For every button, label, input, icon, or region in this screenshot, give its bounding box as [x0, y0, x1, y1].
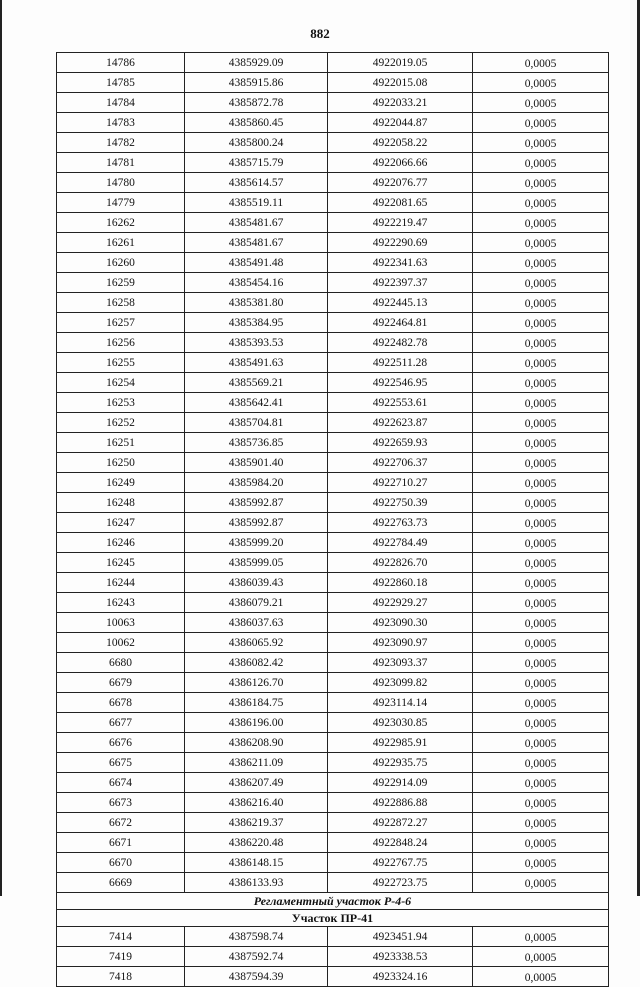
area-cell: 0,0005: [473, 473, 609, 493]
area-cell: 0,0005: [473, 753, 609, 773]
table-row: [57, 373, 609, 393]
y-coordinate-cell: 4922784.49: [328, 533, 473, 553]
x-coordinate-cell: 4385929.09: [185, 53, 328, 73]
x-coordinate-cell: 4385642.41: [185, 393, 328, 413]
y-coordinate-cell: 4922872.27: [328, 813, 473, 833]
x-coordinate-cell: 4386207.49: [185, 773, 328, 793]
area-cell: 0,0005: [473, 533, 609, 553]
table-row: [57, 873, 609, 893]
x-coordinate-cell: 4386196.00: [185, 713, 328, 733]
table-row: [57, 813, 609, 833]
point-number-cell: 14785: [57, 73, 185, 93]
y-coordinate-cell: 4922985.91: [328, 733, 473, 753]
area-cell: 0,0005: [473, 133, 609, 153]
x-coordinate-cell: 4385800.24: [185, 133, 328, 153]
table-row: [57, 927, 609, 947]
x-coordinate-cell: 4386065.92: [185, 633, 328, 653]
point-number-cell: 6672: [57, 813, 185, 833]
y-coordinate-cell: 4922710.27: [328, 473, 473, 493]
area-cell: 0,0005: [473, 153, 609, 173]
table-row: [57, 333, 609, 353]
x-coordinate-cell: 4385992.87: [185, 513, 328, 533]
area-cell: 0,0005: [473, 353, 609, 373]
table-row: [57, 513, 609, 533]
x-coordinate-cell: 4387598.74: [185, 927, 328, 947]
section-header-group: [57, 893, 609, 927]
table-row: [57, 253, 609, 273]
section-title: Регламентный участок Р-4-6: [57, 893, 609, 910]
point-number-cell: 16257: [57, 313, 185, 333]
y-coordinate-cell: 4922860.18: [328, 573, 473, 593]
point-number-cell: 16253: [57, 393, 185, 413]
point-number-cell: 16262: [57, 213, 185, 233]
y-coordinate-cell: 4922511.28: [328, 353, 473, 373]
y-coordinate-cell: 4922750.39: [328, 493, 473, 513]
table-row: [57, 433, 609, 453]
point-number-cell: 16243: [57, 593, 185, 613]
subsection-row: [57, 910, 609, 927]
point-number-cell: 16250: [57, 453, 185, 473]
x-coordinate-cell: 4385915.86: [185, 73, 328, 93]
x-coordinate-cell: 4385736.85: [185, 433, 328, 453]
x-coordinate-cell: 4385384.95: [185, 313, 328, 333]
table-row: [57, 553, 609, 573]
point-number-cell: 16251: [57, 433, 185, 453]
y-coordinate-cell: 4922706.37: [328, 453, 473, 473]
x-coordinate-cell: 4385999.20: [185, 533, 328, 553]
point-number-cell: 16252: [57, 413, 185, 433]
y-coordinate-cell: 4923099.82: [328, 673, 473, 693]
subsection-title: Участок ПР-41: [57, 910, 609, 927]
area-cell: 0,0005: [473, 947, 609, 967]
point-number-cell: 16259: [57, 273, 185, 293]
table-row: [57, 193, 609, 213]
x-coordinate-cell: 4386126.70: [185, 673, 328, 693]
table-row: [57, 773, 609, 793]
point-number-cell: 7419: [57, 947, 185, 967]
table-row: [57, 613, 609, 633]
y-coordinate-cell: 4923093.37: [328, 653, 473, 673]
table-row: [57, 713, 609, 733]
y-coordinate-cell: 4922623.87: [328, 413, 473, 433]
point-number-cell: 6669: [57, 873, 185, 893]
area-cell: 0,0005: [473, 93, 609, 113]
area-cell: 0,0005: [473, 53, 609, 73]
table-row: [57, 293, 609, 313]
table-row: [57, 853, 609, 873]
point-number-cell: 16254: [57, 373, 185, 393]
area-cell: 0,0005: [473, 73, 609, 93]
y-coordinate-cell: 4922886.88: [328, 793, 473, 813]
y-coordinate-cell: 4922826.70: [328, 553, 473, 573]
point-number-cell: 14780: [57, 173, 185, 193]
point-number-cell: 16249: [57, 473, 185, 493]
table-row: [57, 573, 609, 593]
coordinates-table: [56, 52, 609, 987]
table-row: [57, 947, 609, 967]
y-coordinate-cell: 4922290.69: [328, 233, 473, 253]
table-row: [57, 53, 609, 73]
point-number-cell: 16255: [57, 353, 185, 373]
y-coordinate-cell: 4922659.93: [328, 433, 473, 453]
area-cell: 0,0005: [473, 653, 609, 673]
area-cell: 0,0005: [473, 373, 609, 393]
area-cell: 0,0005: [473, 273, 609, 293]
table-row: [57, 153, 609, 173]
area-cell: 0,0005: [473, 833, 609, 853]
point-number-cell: 16261: [57, 233, 185, 253]
area-cell: 0,0005: [473, 853, 609, 873]
point-number-cell: 6680: [57, 653, 185, 673]
x-coordinate-cell: 4385393.53: [185, 333, 328, 353]
y-coordinate-cell: 4922929.27: [328, 593, 473, 613]
x-coordinate-cell: 4385569.21: [185, 373, 328, 393]
y-coordinate-cell: 4922033.21: [328, 93, 473, 113]
point-number-cell: 16244: [57, 573, 185, 593]
y-coordinate-cell: 4922935.75: [328, 753, 473, 773]
y-coordinate-cell: 4922914.09: [328, 773, 473, 793]
point-number-cell: 6674: [57, 773, 185, 793]
table-row: [57, 653, 609, 673]
table-row: [57, 593, 609, 613]
area-cell: 0,0005: [473, 173, 609, 193]
y-coordinate-cell: 4922546.95: [328, 373, 473, 393]
x-coordinate-cell: 4386037.63: [185, 613, 328, 633]
area-cell: 0,0005: [473, 673, 609, 693]
table-row: [57, 213, 609, 233]
x-coordinate-cell: 4386133.93: [185, 873, 328, 893]
point-number-cell: 10063: [57, 613, 185, 633]
y-coordinate-cell: 4922445.13: [328, 293, 473, 313]
x-coordinate-cell: 4385704.81: [185, 413, 328, 433]
x-coordinate-cell: 4385481.67: [185, 213, 328, 233]
y-coordinate-cell: 4922066.66: [328, 153, 473, 173]
area-cell: 0,0005: [473, 293, 609, 313]
area-cell: 0,0005: [473, 313, 609, 333]
table-row: [57, 173, 609, 193]
area-cell: 0,0005: [473, 233, 609, 253]
x-coordinate-cell: 4385860.45: [185, 113, 328, 133]
y-coordinate-cell: 4923030.85: [328, 713, 473, 733]
area-cell: 0,0005: [473, 773, 609, 793]
x-coordinate-cell: 4386211.09: [185, 753, 328, 773]
area-cell: 0,0005: [473, 333, 609, 353]
area-cell: 0,0005: [473, 213, 609, 233]
table-row: [57, 967, 609, 987]
y-coordinate-cell: 4923324.16: [328, 967, 473, 987]
y-coordinate-cell: 4922848.24: [328, 833, 473, 853]
area-cell: 0,0005: [473, 613, 609, 633]
section-row: [57, 893, 609, 910]
area-cell: 0,0005: [473, 967, 609, 987]
table-row: [57, 473, 609, 493]
table-row: [57, 493, 609, 513]
table-row: [57, 93, 609, 113]
x-coordinate-cell: 4385491.48: [185, 253, 328, 273]
area-cell: 0,0005: [473, 793, 609, 813]
area-cell: 0,0005: [473, 453, 609, 473]
point-number-cell: 16247: [57, 513, 185, 533]
table-row: [57, 733, 609, 753]
area-cell: 0,0005: [473, 733, 609, 753]
point-number-cell: 14782: [57, 133, 185, 153]
table-row: [57, 113, 609, 133]
table-row: [57, 633, 609, 653]
area-cell: 0,0005: [473, 813, 609, 833]
area-cell: 0,0005: [473, 253, 609, 273]
x-coordinate-cell: 4385491.63: [185, 353, 328, 373]
point-number-cell: 16258: [57, 293, 185, 313]
y-coordinate-cell: 4922058.22: [328, 133, 473, 153]
scan-edge-left: [0, 0, 2, 896]
point-number-cell: 6671: [57, 833, 185, 853]
point-number-cell: 10062: [57, 633, 185, 653]
area-cell: 0,0005: [473, 693, 609, 713]
y-coordinate-cell: 4922767.75: [328, 853, 473, 873]
point-number-cell: 6678: [57, 693, 185, 713]
y-coordinate-cell: 4922723.75: [328, 873, 473, 893]
x-coordinate-cell: 4386039.43: [185, 573, 328, 593]
point-number-cell: 6677: [57, 713, 185, 733]
y-coordinate-cell: 4923451.94: [328, 927, 473, 947]
table-row: [57, 353, 609, 373]
area-cell: 0,0005: [473, 633, 609, 653]
point-number-cell: 14786: [57, 53, 185, 73]
point-number-cell: 7418: [57, 967, 185, 987]
point-number-cell: 14781: [57, 153, 185, 173]
x-coordinate-cell: 4385454.16: [185, 273, 328, 293]
y-coordinate-cell: 4922397.37: [328, 273, 473, 293]
area-cell: 0,0005: [473, 513, 609, 533]
area-cell: 0,0005: [473, 573, 609, 593]
point-number-cell: 6679: [57, 673, 185, 693]
x-coordinate-cell: 4386216.40: [185, 793, 328, 813]
y-coordinate-cell: 4922019.05: [328, 53, 473, 73]
x-coordinate-cell: 4385519.11: [185, 193, 328, 213]
point-number-cell: 14784: [57, 93, 185, 113]
table-row: [57, 793, 609, 813]
y-coordinate-cell: 4923090.30: [328, 613, 473, 633]
point-number-cell: 6675: [57, 753, 185, 773]
table-row: [57, 73, 609, 93]
point-number-cell: 14783: [57, 113, 185, 133]
table-row: [57, 273, 609, 293]
x-coordinate-cell: 4386220.48: [185, 833, 328, 853]
table-row: [57, 413, 609, 433]
point-number-cell: 16248: [57, 493, 185, 513]
x-coordinate-cell: 4385984.20: [185, 473, 328, 493]
x-coordinate-cell: 4385614.57: [185, 173, 328, 193]
y-coordinate-cell: 4922482.78: [328, 333, 473, 353]
point-number-cell: 6676: [57, 733, 185, 753]
point-number-cell: 6673: [57, 793, 185, 813]
point-number-cell: 14779: [57, 193, 185, 213]
table-row: [57, 313, 609, 333]
y-coordinate-cell: 4922044.87: [328, 113, 473, 133]
area-cell: 0,0005: [473, 927, 609, 947]
area-cell: 0,0005: [473, 433, 609, 453]
x-coordinate-cell: 4385872.78: [185, 93, 328, 113]
x-coordinate-cell: 4386219.37: [185, 813, 328, 833]
y-coordinate-cell: 4922015.08: [328, 73, 473, 93]
y-coordinate-cell: 4922219.47: [328, 213, 473, 233]
x-coordinate-cell: 4385381.80: [185, 293, 328, 313]
x-coordinate-cell: 4386208.90: [185, 733, 328, 753]
table-row: [57, 533, 609, 553]
y-coordinate-cell: 4922464.81: [328, 313, 473, 333]
point-number-cell: 16256: [57, 333, 185, 353]
x-coordinate-cell: 4385901.40: [185, 453, 328, 473]
table-row: [57, 133, 609, 153]
y-coordinate-cell: 4923338.53: [328, 947, 473, 967]
x-coordinate-cell: 4385992.87: [185, 493, 328, 513]
area-cell: 0,0005: [473, 393, 609, 413]
table-row: [57, 453, 609, 473]
x-coordinate-cell: 4386148.15: [185, 853, 328, 873]
coordinates-table-body-a: [57, 53, 609, 893]
y-coordinate-cell: 4922081.65: [328, 193, 473, 213]
area-cell: 0,0005: [473, 713, 609, 733]
table-row: [57, 693, 609, 713]
y-coordinate-cell: 4922553.61: [328, 393, 473, 413]
x-coordinate-cell: 4385481.67: [185, 233, 328, 253]
y-coordinate-cell: 4922076.77: [328, 173, 473, 193]
point-number-cell: 6670: [57, 853, 185, 873]
area-cell: 0,0005: [473, 873, 609, 893]
x-coordinate-cell: 4387594.39: [185, 967, 328, 987]
table-row: [57, 393, 609, 413]
area-cell: 0,0005: [473, 413, 609, 433]
y-coordinate-cell: 4922341.63: [328, 253, 473, 273]
x-coordinate-cell: 4385999.05: [185, 553, 328, 573]
x-coordinate-cell: 4385715.79: [185, 153, 328, 173]
page-number: 882: [310, 26, 330, 41]
y-coordinate-cell: 4922763.73: [328, 513, 473, 533]
table-row: [57, 753, 609, 773]
point-number-cell: 16245: [57, 553, 185, 573]
point-number-cell: 16246: [57, 533, 185, 553]
coordinates-table-body-b: [57, 927, 609, 987]
area-cell: 0,0005: [473, 193, 609, 213]
area-cell: 0,0005: [473, 593, 609, 613]
x-coordinate-cell: 4386184.75: [185, 693, 328, 713]
x-coordinate-cell: 4386082.42: [185, 653, 328, 673]
area-cell: 0,0005: [473, 493, 609, 513]
y-coordinate-cell: 4923114.14: [328, 693, 473, 713]
point-number-cell: 16260: [57, 253, 185, 273]
y-coordinate-cell: 4923090.97: [328, 633, 473, 653]
table-row: [57, 233, 609, 253]
table-row: [57, 673, 609, 693]
table-row: [57, 833, 609, 853]
x-coordinate-cell: 4386079.21: [185, 593, 328, 613]
area-cell: 0,0005: [473, 113, 609, 133]
point-number-cell: 7414: [57, 927, 185, 947]
area-cell: 0,0005: [473, 553, 609, 573]
x-coordinate-cell: 4387592.74: [185, 947, 328, 967]
